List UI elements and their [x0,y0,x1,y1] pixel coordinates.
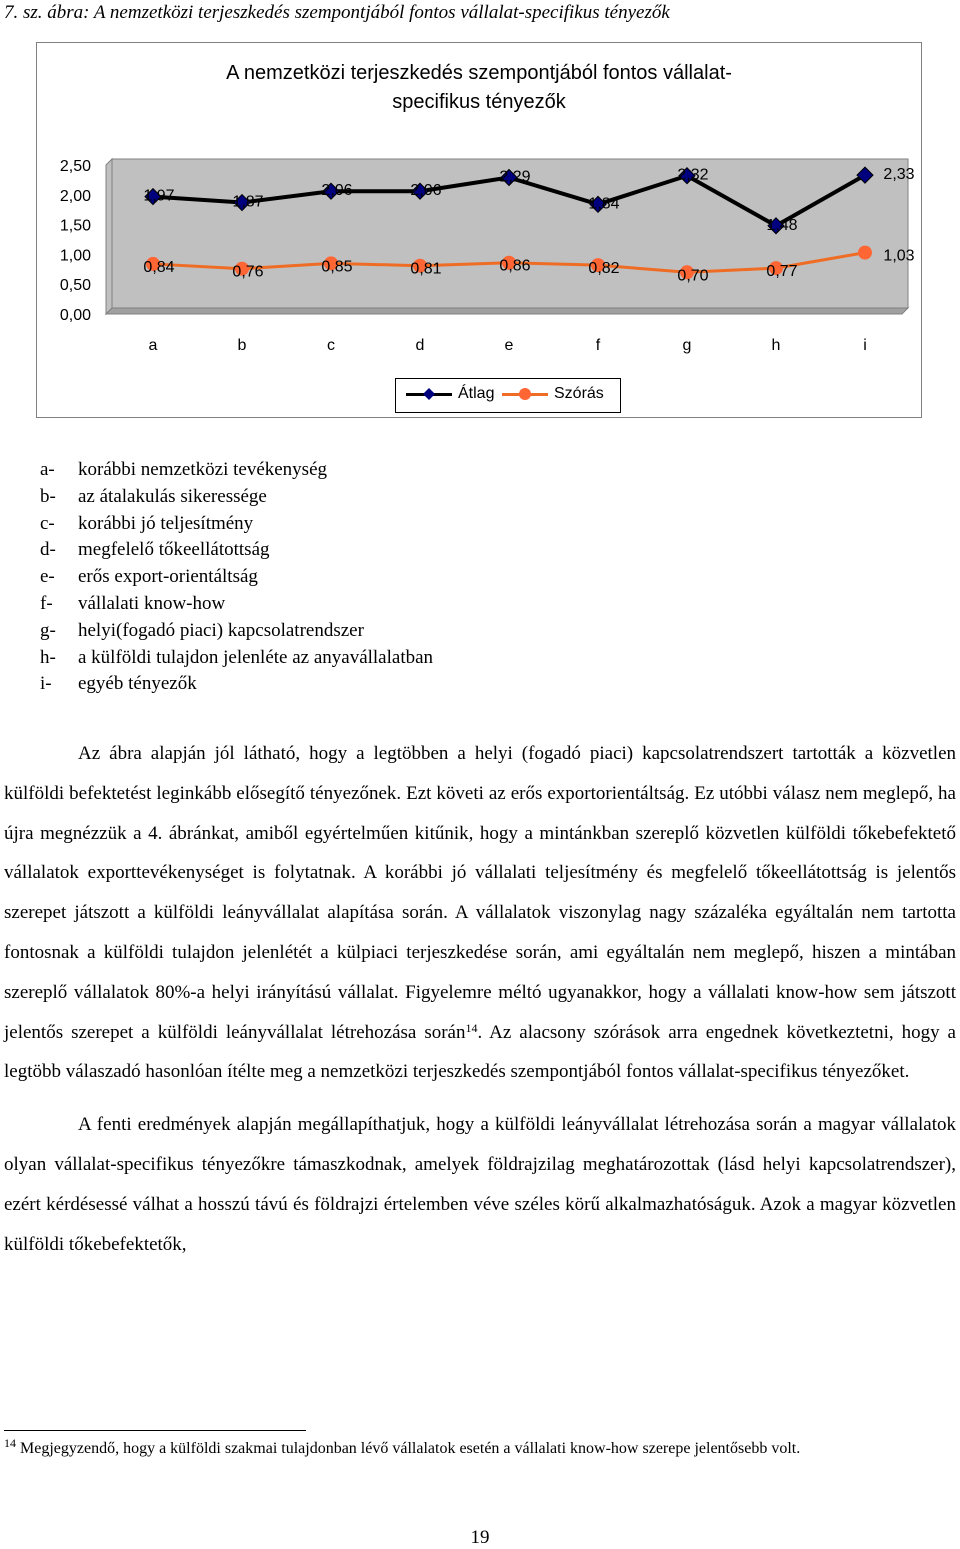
data-label: 0,77 [766,263,798,281]
legend-list-item [40,618,433,645]
x-tick-label: e [504,337,514,354]
data-label: 2,06 [410,182,442,200]
x-tick-label: a [148,337,158,354]
legend-list-item [40,645,433,672]
legend-line-atlag [406,393,452,396]
legend-label-szoras: Szórás [554,385,604,402]
x-tick-label: f [595,337,601,354]
data-label: 1,03 [883,247,915,265]
legend-list-text: korábbi jó teljesítmény [78,512,254,534]
data-label: 0,81 [410,260,442,278]
y-tick-label: 2,00 [59,187,91,205]
factor-legend-list [40,457,433,698]
data-label: 1,48 [766,216,798,234]
legend-list-letter: f- [40,592,53,614]
legend-list-letter: e- [40,566,55,588]
data-point-szoras [858,246,872,260]
legend-item-atlag [406,385,494,403]
data-label: 0,85 [321,258,353,276]
x-tick-label: d [415,337,425,354]
line-chart [37,43,923,419]
legend-list-letter: h- [40,646,56,668]
data-label: 2,32 [677,166,709,184]
y-tick-label: 1,50 [59,217,91,235]
legend-label-atlag: Átlag [458,385,495,402]
x-tick-label: h [771,337,781,354]
body-text [4,734,956,1264]
legend-list-text: helyi(fogadó piaci) kapcsolatrendszer [78,619,364,641]
paragraph-2: A fenti eredmények alapján megállapíthatjuk, hogy a külföldi leányvállalat létrehozása során a magyar vállalatok olyan vállalat-specifikus tényezőkre támaszkodnak, amelyek földrajzilag meghatározottak (lásd helyi kapcsolatrendszer), ezért kérdésessé válhat a hosszú távú és földrajzi értelemben véve széles körű alkalmazhatóságuk. Azok a magyar közvetlen külföldi tőkebefektetők, [4,1114,956,1255]
data-label: 0,82 [588,260,620,278]
legend-list-text: megfelelő tőkeellátottság [78,539,270,561]
legend-line-szoras [502,393,548,396]
legend-list-text: egyéb tényezők [78,673,197,695]
plot-floor [106,308,908,314]
data-label: 1,87 [232,193,264,211]
data-label: 2,33 [883,166,915,184]
legend-list-item [40,591,433,618]
legend-list-letter: i- [40,673,52,695]
data-label: 0,86 [499,257,531,275]
legend-list-item [40,457,433,484]
x-tick-label: i [863,337,867,354]
legend-list-letter: g- [40,619,56,641]
chart-frame [36,42,922,418]
legend-list-item [40,511,433,538]
x-tick-label: b [237,337,247,354]
legend-list-text: az átalakulás sikeressége [78,485,267,507]
data-label: 1,97 [143,187,175,205]
y-tick-label: 1,00 [59,247,91,265]
circle-marker-icon [519,388,531,400]
footnote [4,1436,801,1458]
y-tick-label: 2,50 [59,158,91,175]
x-tick-label: c [327,337,335,354]
legend-list-letter: a- [40,459,55,480]
paragraph-1-part-b: . Az alacsony szórások arra engednek következtetni, hogy a legtöbb válaszadó hasonlóan ítélte meg a nemzetközi terjeszkedés szempontjából fontos vállalat-specifikus tényezőket. [4,1021,956,1083]
footnote-text: Megjegyzendő, hogy a külföldi szakmai tulajdonban lévő vállalatok esetén a vállalati know-how szerepe jelentősebb volt. [20,1440,801,1457]
data-label: 0,84 [143,258,175,276]
data-label: 2,29 [499,168,531,186]
y-tick-label: 0,00 [59,307,91,324]
paragraph-1-part-a: Az ábra alapján jól látható, hogy a legtöbben a helyi (fogadó piaci) kapcsolatrendszert tartották a közvetlen külföldi befektetést leginkább elősegítő tényezőnek. Ezt követi az erős exportorientáltság. Ez utóbbi válasz nem meglepő, ha újra megnézzük a 4. ábránkat, amiből egyértelműen kitűnik, hogy a mintánkban szereplő közvetlen külföldi tőkebefektető vállalatok exporttevékenységet is folytatnak. A korábbi jó vállalati teljesítmény és megfelelő tőkeellátottság is jelentős szerepet játszott a külföldi leányvállalat alapítása során. A vállalatok viszonylag nagy százaléka egyáltalán nem tartotta fontosnak a külföldi tulajdon jelenlétét a külpiaci terjeszkedése során, ami egyáltalán nem meglepő, hiszen a mintában szereplő vállalatok 80%-a helyi irányítású vállalat. Figyelemre méltó ugyanakkor, hogy a vállalati know-how sem játszott jelentős szerepet a külföldi leányvállalat létrehozása során [4,743,956,1043]
chart-title-line-2: specifikus tényezők [392,91,566,113]
legend-list-letter: d- [40,539,56,561]
legend-list-text: a külföldi tulajdon jelenléte az anyavállalatban [78,646,434,668]
chart-legend [395,378,621,413]
footnote-number: 14 [4,1436,16,1450]
data-label: 2,06 [321,182,353,200]
data-label: 0,76 [232,263,264,281]
legend-list-text: korábbi nemzetközi tevékenység [78,459,328,480]
legend-list-item [40,537,433,564]
plot-side-wall [106,159,112,314]
legend-list-item [40,564,433,591]
footnote-divider [4,1430,306,1431]
footnote-reference: 14 [465,1020,478,1035]
figure-caption: 7. sz. ábra: A nemzetközi terjeszkedés szempontjából fontos vállalat-specifikus tényezők [4,2,670,23]
diamond-marker-icon [423,388,435,400]
legend-list-letter: b- [40,485,56,507]
legend-list-text: erős export-orientáltság [78,566,258,588]
paragraph-1 [4,734,956,1092]
legend-list-letter: c- [40,512,55,534]
data-label: 0,70 [677,267,709,285]
legend-list-text: vállalati know-how [78,592,226,614]
page-number: 19 [470,1527,490,1548]
y-tick-label: 0,50 [59,277,91,295]
legend-list-item [40,484,433,511]
legend-list-item [40,671,433,698]
chart-title-line-1: A nemzetközi terjeszkedés szempontjából fontos vállalat- [226,62,732,84]
legend-item-szoras [502,385,604,403]
data-label: 1,84 [588,195,620,213]
x-tick-label: g [682,337,692,354]
